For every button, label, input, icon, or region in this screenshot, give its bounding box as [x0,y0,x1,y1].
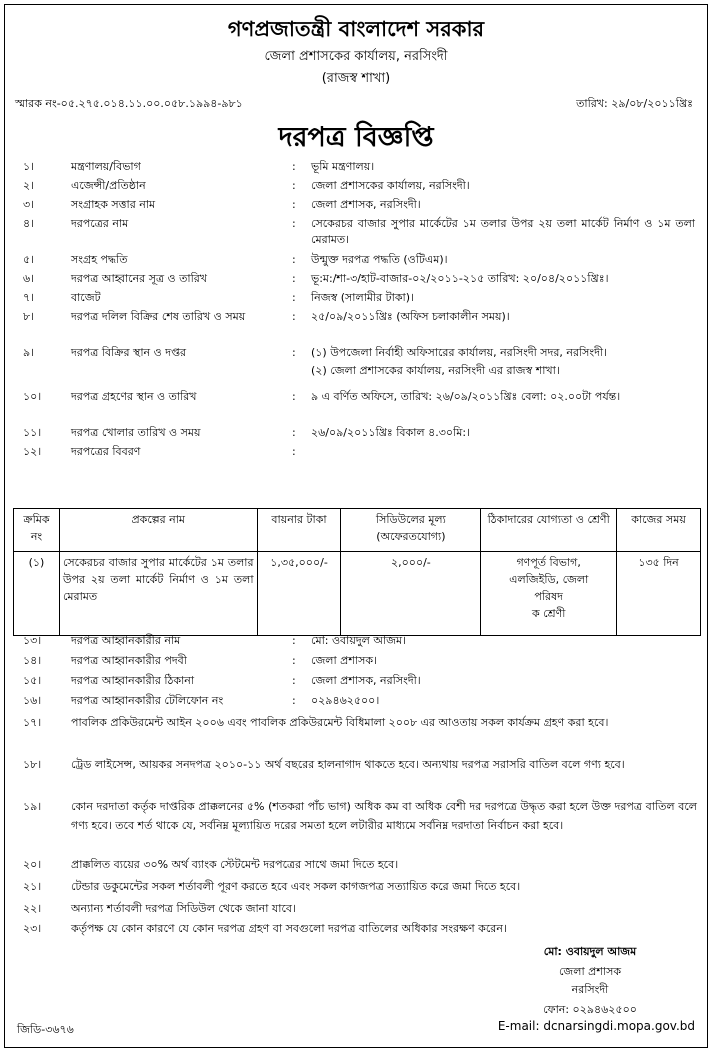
branch-name: (রাজস্ব শাখা) [321,71,391,86]
project-cell: সেকেরচর বাজার সুপার মার্কেটের ১ম তলার উপর ২য় তলা মার্কেট নির্মাণ ও ১ম তলা মেরামত [59,552,257,636]
office-name: জেলা প্রশাসকের কার্যালয়, নরসিংদী [264,49,448,64]
signatory-name: মো: ওবায়দুল আজম [543,945,637,958]
document-page: গণপ্রজাতন্ত্রী বাংলাদেশ সরকার জেলা প্রশাসকের কার্যালয়, নরসিংদী (রাজস্ব শাখা) স্মারক নং-০৫.২৭৫.০১৪.১১.০০.০৫৮.১৯৯৪-৯৮১ তারিখ: ২৯/০৮/২০১১খ্রিঃ দরপত্র বিজ্ঞপ্তি ১। মন্ত্রণালয়/বিভাগ : ভূমি মন্ত্রণালয়। ২। এজেন্সী/প্রতিষ্ঠান : জেলা প্রশাসকের কার্যালয়, নরসিংদী। ৩। সংগ্রাহক সত্তার নাম : জেলা প্রশাসক, নরসিংদী। ৪। দরপত্রের নাম : সেকেরচর বাজার সুপার মার্কেটের ১ম তলার উপর ২য় তলা মার্কেট নির্মাণ ও ১ম তলা মেরামত। ৫। সংগ্রহ পদ্ধতি : উন্মুক্ত দরপত্র পদ্ধতি (ওটিএম)। ৬। দরপত্র আহ্বানের সূত্র ও তারিখ : ভূ:ম:/শা-৩/হাট-বাজার-০২/২০১১-২১৫ তারিখ: ২০/০৪/২০১১খ্রিঃ। ৭। বাজেট : নিজস্ব (সালামীর টাকা)। ৮। দরপত্র দলিল বিক্রির শেষ তারিখ ও সময় : ২৫/০৯/২০১১খ্রিঃ (অফিস চলাকালীন সময়)। ৯। দরপত্র বিক্রির স্থান ও দপ্তর : (১) উপজেলা নির্বাহী অফিসারের কার্যালয়, নরসিংদী সদর, নরসিংদী। (২) জেলা প্রশাসকের কার্যালয়, নরসিংদী এর রাজস্ব শাখা। ১০। দরপত্র গ্রহণের স্থান ও তারিখ : ৯ এ বর্ণিত অফিসে, তারিখ: ২৬/০৯/২০১১খ্রিঃ বেলা: ০২.০০টা পর্যন্ত। ১১। দরপত্র খোলার তারিখ ও সময় : ২৬/০৯/২০১১খ্রিঃ বিকাল ৪.৩০মি:। ১২। দরপত্রের বিবরণ : ক্রমিক নং প্রকল্পের নাম বায়নার টাকা সিডিউলের মূল্য (অফেরতযোগ্য) ঠিকাদারের যোগ্যতা ও শ্রেণী কাজের সময় (১) সেকেরচর বাজার সুপার মার্কেটের ১ম তলার উপর ২য় তলা মার্কেট নির্মাণ ও ১ম তলা মেরামত ১,৩৫,০০০/- ২,০০০/- গণপূর্ত বিভাগ, এলজিইডি, জেলা পরিষদ ক শ্রেণী ১৩৫ দিন ১৩। দরপত্র আহ্বানকারীর নাম : মো: ওবায়দুল আজম। ১৪। দরপত্র আহ্বানকারীর পদবী : জেলা প্রশাসক। ১৫। দরপত্র আহ্বানকারীর ঠিকানা : জেলা প্রশাসক, নরসিংদী। ১৬। দরপত্র আহ্বানকারীর টেলিফোন নং : ০২৯৪৬২৫০০। ১৭। পাবলিক প্রকিউরমেন্ট আইন ২০০৬ এবং পাবলিক প্রকিউরমেন্ট বিধিমালা ২০০৮ এর আওতায় সকল কার্যক্রম গ্রহণ করা হবে। ১৮। ট্রেড লাইসেন্স, আয়কর সনদপত্র ২০১০-১১ অর্থ বছরের হালনাগাদ থাকতে হবে। অন্যথায় দরপত্র সরাসরি বাতিল বলে গণ্য হবে। ১৯। কোন দরদাতা কর্তৃক দাপ্তরিক প্রাক্কলনের ৫% (শতকরা পাঁচ ভাগ) অধিক কম বা অধিক বেশী দর দরপত্রে উদ্ধৃত করা হলে উক্ত দরপত্র বাতিল বলে গণ্য হবে। তবে শর্ত থাকে যে, সর্বনিম্ন মূল্যায়িত দরের সমতা হলে লটারীর মাধ্যমে সর্বনিম্ন দরদাতা নির্বাচন করা হবে। ২০। প্রাক্কলিত ব্যয়ের ৩০% অর্থ ব্যাংক স্টেটমেন্ট দরপত্রের সাথে জমা দিতে হবে। ২১। টেন্ডার ডকুমেন্টের সকল শর্তাবলী পূরণ করতে হবে এবং সকল কাগজপত্র সত্যায়িত করে জমা দিতে হবে। ২২। অন্যান্য শর্তাবলী দরপত্র সিডিউল থেকে জানা যাবে। ২৩। কর্তৃপক্ষ যে কোন কারণে যে কোন দরপত্র গ্রহণ বা সবগুলো দরপত্র বাতিলের অধিকার সংরক্ষণ করেন। মো: ওবায়দুল আজম জেলা প্রশাসক নরসিংদী ফোন: ০২৯৪৬২৫০০ জিডি-৩৬৭৬ E-mail: dcnarsingdi.mopa.gov.bd [4,4,708,1048]
issue-date: তারিখ: ২৯/০৮/২০১১খ্রিঃ [576,97,693,110]
table-header: কাজের সময় [617,509,701,552]
table-header: ক্রমিক নং [14,509,60,552]
table-row [14,552,701,636]
table-header: ঠিকাদারের যোগ্যতা ও শ্রেণী [481,509,617,552]
signatory-designation: জেলা প্রশাসক [558,965,622,978]
notice-title: দরপত্র বিজ্ঞপ্তি [278,122,434,153]
qualification-cell: গণপূর্ত বিভাগ, এলজিইডি, জেলা পরিষদ ক শ্রেণী [481,552,617,636]
memo-number: স্মারক নং-০৫.২৭৫.০১৪.১১.০০.০৫৮.১৯৯৪-৯৮১ [15,97,243,110]
gd-number: জিডি-৩৬৭৬ [17,1023,74,1036]
signatory-place: নরসিংদী [571,983,609,996]
duration-cell: ১৩৫ দিন [617,552,701,636]
table-header: বায়নার টাকা [257,509,341,552]
table-header: সিডিউলের মূল্য (অফেরতযোগ্য) [341,509,481,552]
table-header-row [14,509,701,552]
tender-table [13,508,701,636]
schedule-price-cell: ২,০০০/- [341,552,481,636]
earnest-cell: ১,৩৫,০০০/- [257,552,341,636]
serial-cell: (১) [14,552,60,636]
signatory-phone: ফোন: ০২৯৪৬২৫০০ [543,1003,637,1016]
table-header: প্রকল্পের নাম [59,509,257,552]
government-heading: গণপ্রজাতন্ত্রী বাংলাদেশ সরকার [227,17,485,41]
email-address: E-mail: dcnarsingdi.mopa.gov.bd [497,1019,695,1033]
